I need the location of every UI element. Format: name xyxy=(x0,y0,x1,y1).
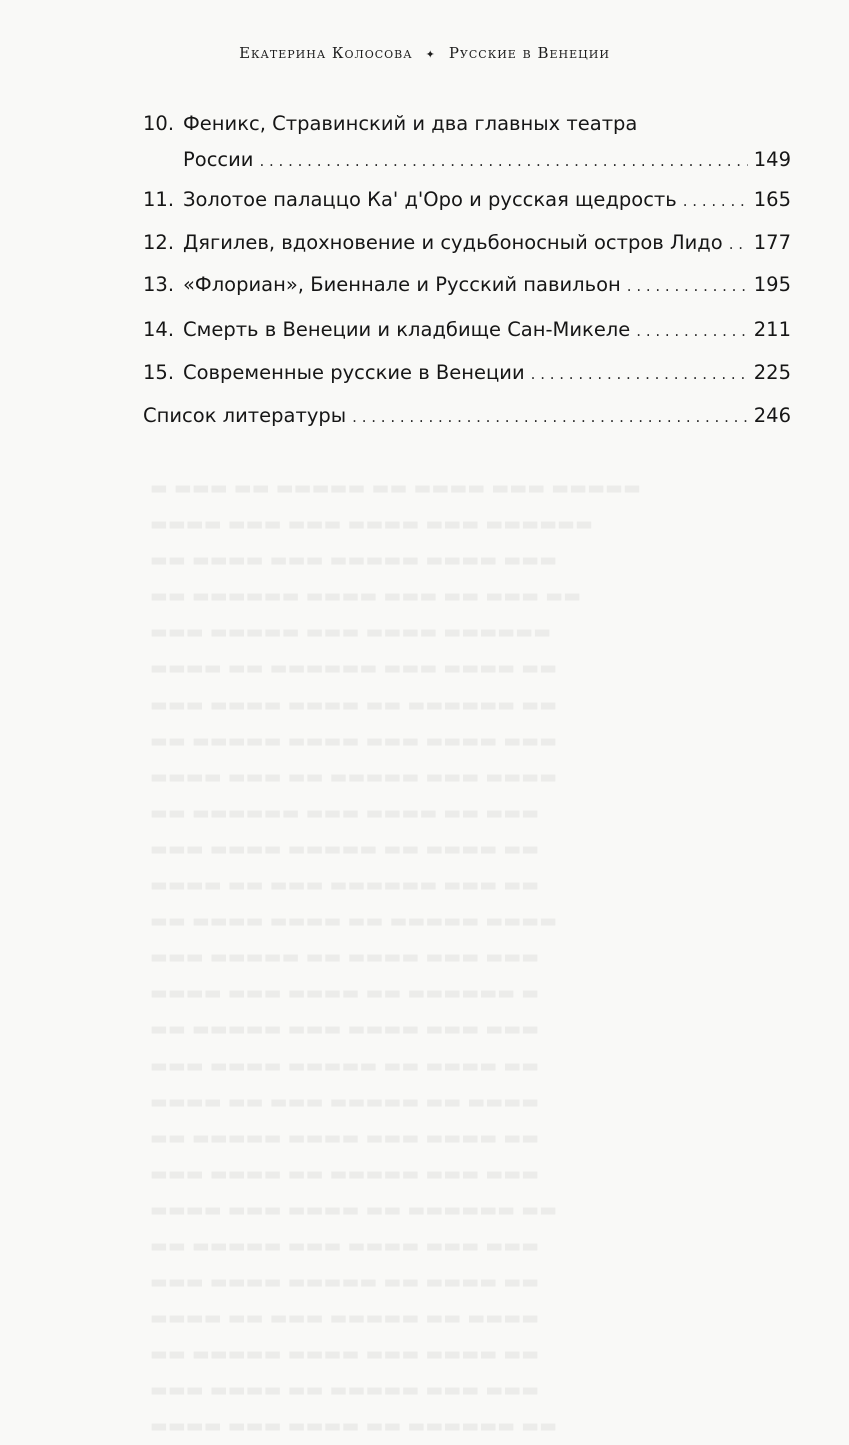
toc-entry-title: «Флориан», Биеннале и Русский павильон xyxy=(183,273,621,296)
toc-page-number: 211 xyxy=(753,318,791,341)
toc-page-number: 246 xyxy=(753,404,791,427)
toc-entry-title: Смерть в Венеции и кладбище Сан-Микеле xyxy=(183,318,631,341)
dot-leader xyxy=(531,361,748,387)
running-head-author: Екатерина Колосова xyxy=(239,44,413,62)
toc-entry xyxy=(143,360,791,387)
show-through-background: ▬ ▬▬▬ ▬▬ ▬▬▬▬▬ ▬▬ ▬▬▬▬ ▬▬▬ ▬▬▬▬▬ ▬▬▬▬ ▬▬▬ ▬▬▬ ▬▬▬▬ ▬▬▬ ▬▬▬▬▬▬ ▬▬ ▬▬▬▬ ▬▬▬ ▬▬▬▬▬ ▬▬▬▬ ▬▬▬ ▬▬ ▬▬▬▬▬▬ ▬▬▬▬ ▬▬▬ ▬▬ ▬▬▬ ▬▬ ▬▬▬ ▬▬▬▬▬ ▬▬▬ ▬▬▬▬ ▬▬▬▬▬▬ ▬▬▬▬ ▬▬ ▬▬▬▬▬▬ ▬▬▬ ▬▬▬▬ ▬▬ ▬▬▬ ▬▬▬▬ ▬▬▬▬ ▬▬ ▬▬▬▬▬▬ ▬▬ ▬▬ ▬▬▬▬▬ ▬▬▬▬ ▬▬▬ ▬▬▬▬ ▬▬▬ ▬▬▬▬ ▬▬▬ ▬▬ ▬▬▬▬▬ ▬▬▬ ▬▬▬▬ ▬▬ ▬▬▬▬▬▬ ▬▬▬ ▬▬▬▬ ▬▬ ▬▬▬ ▬▬▬ ▬▬▬▬ ▬▬▬▬▬ ▬▬ ▬▬▬▬ ▬▬ ▬▬▬▬ ▬▬ ▬▬▬ ▬▬▬▬▬▬ ▬▬▬ ▬▬ ▬▬ ▬▬▬▬ ▬▬▬▬ ▬▬ ▬▬▬▬▬ ▬▬▬▬ ▬▬▬ ▬▬▬▬▬ ▬▬ ▬▬▬▬ ▬▬▬ ▬▬▬ ▬▬▬▬ ▬▬▬ ▬▬▬▬ ▬▬ ▬▬▬▬▬▬ ▬ ▬▬ ▬▬▬▬▬ ▬▬▬ ▬▬▬▬ ▬▬▬ ▬▬▬ ▬▬▬ ▬▬▬▬ ▬▬▬▬▬ ▬▬ ▬▬▬▬ ▬▬ ▬▬▬▬ ▬▬ ▬▬▬ ▬▬▬▬▬ ▬▬ ▬▬▬▬ ▬▬ ▬▬▬▬▬ ▬▬▬▬ ▬▬▬ ▬▬▬▬ ▬▬ ▬▬▬ ▬▬▬▬ ▬▬ ▬▬▬▬▬ ▬▬▬ ▬▬▬ ▬▬▬▬ ▬▬▬ ▬▬▬▬ ▬▬ ▬▬▬▬▬▬ ▬▬ ▬▬ ▬▬▬▬▬ ▬▬▬ ▬▬▬▬ ▬▬▬ ▬▬▬ ▬▬▬ ▬▬▬▬ ▬▬▬▬▬ ▬▬ ▬▬▬▬ ▬▬ ▬▬▬▬ ▬▬ ▬▬▬ ▬▬▬▬▬ ▬▬ ▬▬▬▬ ▬▬ ▬▬▬▬▬ ▬▬▬▬ ▬▬▬ ▬▬▬▬ ▬▬ ▬▬▬ ▬▬▬▬ ▬▬ ▬▬▬▬▬ ▬▬▬ ▬▬▬ ▬▬▬▬ ▬▬▬ ▬▬▬▬ ▬▬ ▬▬▬▬▬▬ ▬▬ xyxy=(150,477,642,1438)
toc-entry xyxy=(143,403,791,430)
toc-entry-title-continued: России xyxy=(183,148,254,171)
toc-entry-title: Список литературы xyxy=(143,404,347,427)
toc-page-number: 177 xyxy=(753,231,791,254)
toc-entry xyxy=(143,187,791,214)
toc-entry-number: 10. xyxy=(143,112,175,135)
running-head xyxy=(0,44,849,62)
toc-entry-number: 13. xyxy=(143,273,175,296)
toc-entry-title: Современные русские в Венеции xyxy=(183,361,525,384)
toc-entry-number: 11. xyxy=(143,188,175,211)
ornament-diamond-icon: ✦ xyxy=(425,48,436,61)
toc-entry xyxy=(143,272,791,299)
toc-page-number: 165 xyxy=(753,188,791,211)
toc-entry xyxy=(143,230,791,257)
toc-page-number: 149 xyxy=(753,148,791,171)
toc-entry xyxy=(143,111,791,174)
toc-entry-title: Золотое палаццо Ка' д'Оро и русская щедрость xyxy=(183,188,677,211)
toc-entry xyxy=(143,317,791,344)
dot-leader xyxy=(259,148,747,174)
dot-leader xyxy=(683,188,748,214)
toc-page-number: 225 xyxy=(753,361,791,384)
dot-leader xyxy=(352,404,748,430)
dot-leader xyxy=(627,273,748,299)
toc-page-number: 195 xyxy=(753,273,791,296)
toc-entry-number: 15. xyxy=(143,361,175,384)
toc-entry-number: 14. xyxy=(143,318,175,341)
toc-entry-title: Дягилев, вдохновение и судьбоносный остров Лидо xyxy=(183,231,723,254)
running-head-title: Русские в Венеции xyxy=(448,44,610,62)
toc-entry-title: Феникс, Стравинский и два главных театра xyxy=(183,112,638,135)
dot-leader xyxy=(636,318,747,344)
toc-entry-number: 12. xyxy=(143,231,175,254)
dot-leader xyxy=(729,231,748,257)
